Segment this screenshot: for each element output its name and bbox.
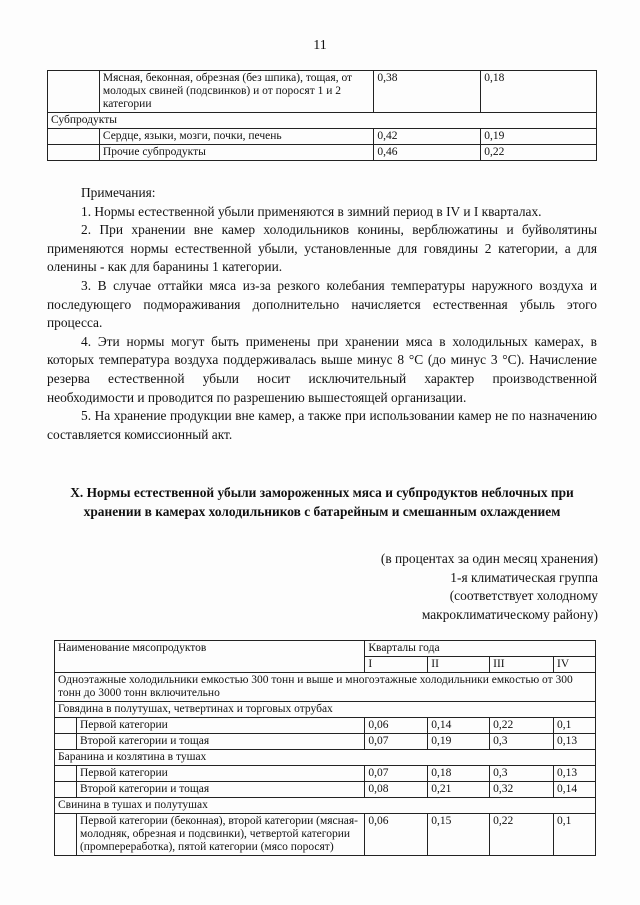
loss-value: 0,3 [490, 766, 554, 782]
product-name: Второй категории и тощая [76, 782, 364, 798]
table-cell [55, 734, 77, 750]
section-title: Говядина в полутушах, четвертинах и торговых отрубах [55, 702, 596, 718]
loss-value: 0,18 [428, 766, 490, 782]
table-cell [48, 145, 100, 161]
section-title: Субпродукты [48, 113, 597, 129]
note-item: 4. Эти нормы могут быть применены при хранении мяса в холодильных камерах, в которых температура воздуха поддерживалась выше минус 8 °С (до минус 3 °С). Начисление резерва естественной убыли носит исключительный характер производственной необходимости и проводится по разрешению вышестоящей организации. [47, 333, 597, 405]
product-name: Сердце, языки, мозги, почки, печень [99, 129, 374, 145]
quarter-header: III [490, 657, 554, 673]
table-row [55, 718, 596, 734]
product-name: Первой категории [76, 766, 364, 782]
header-name: Наименование мясопродуктов [55, 641, 365, 673]
unit-line: 1-я климатическая группа [450, 569, 598, 585]
quarter-header: II [428, 657, 490, 673]
loss-value: 0,06 [365, 814, 428, 856]
table-header-row [55, 641, 596, 657]
product-name: Первой категории [76, 718, 364, 734]
quarter-header: I [365, 657, 428, 673]
table-row [55, 734, 596, 750]
section-row [48, 113, 597, 129]
header-quarters: Кварталы года [365, 641, 596, 657]
section-row [55, 798, 596, 814]
unit-line: (соответствует холодному [449, 588, 598, 603]
table-row [55, 766, 596, 782]
note-item: 5. На хранение продукции вне камер, а также при использовании камер не по назначению составляется комиссионный акт. [47, 408, 597, 442]
loss-value: 0,1 [554, 814, 596, 856]
product-name: Прочие субпродукты [99, 145, 374, 161]
table-cell [55, 766, 77, 782]
loss-value: 0,13 [554, 766, 596, 782]
unit-note [381, 550, 598, 624]
loss-value: 0,1 [554, 718, 596, 734]
note-item: 3. В случае оттайки мяса из-за резкого колебания температуры наружного воздуха и последующего подмораживания дополнительно начисляется естественная убыль этого процесса. [47, 277, 597, 331]
notes-title: Примечания: [81, 185, 156, 200]
group-title: Одноэтажные холодильники емкостью 300 тонн и выше и многоэтажные холодильники емкостью от 300 тонн до 3000 тонн включительно [55, 673, 596, 702]
norms-table [54, 640, 596, 856]
unit-line: макроклиматическому району) [421, 606, 598, 622]
loss-value: 0,08 [365, 782, 428, 798]
loss-value: 0,14 [428, 718, 490, 734]
product-name: Первой категории (беконная), второй категории (мясная-молодняк, обрезная и подсвинки), четвертой категории (промпереработка), пятой категории (мясо поросят) [76, 814, 364, 856]
section-row [55, 750, 596, 766]
loss-value: 0,13 [554, 734, 596, 750]
section-title: Свинина в тушах и полутушах [55, 798, 596, 814]
loss-value: 0,38 [374, 71, 481, 113]
loss-value: 0,22 [490, 718, 554, 734]
loss-value: 0,22 [481, 145, 597, 161]
table-row [48, 145, 597, 161]
loss-value: 0,15 [428, 814, 490, 856]
note-item: 2. При хранении вне камер холодильников конины, верблюжатины и буйволятины применяются нормы естественной убыли, установленные для говядины 2 категории, а для оленины - как для баранины 1 категории. [47, 222, 597, 275]
table-cell [55, 782, 77, 798]
loss-value: 0,19 [428, 734, 490, 750]
quarter-header: IV [554, 657, 596, 673]
loss-value: 0,42 [374, 129, 481, 145]
note-item: 1. Нормы естественной убыли применяются в зимний период в IV и I кварталах. [81, 203, 542, 219]
product-name: Мясная, беконная, обрезная (без шпика), тощая, от молодых свиней (подсвинков) и от поросят 1 и 2 категории [99, 71, 374, 113]
loss-value: 0,32 [490, 782, 554, 798]
product-name: Второй категории и тощая [76, 734, 364, 750]
loss-value: 0,19 [481, 129, 597, 145]
section-title: Баранина и козлятина в тушах [55, 750, 596, 766]
loss-value: 0,22 [490, 814, 554, 856]
loss-value: 0,21 [428, 782, 490, 798]
table-row [55, 814, 596, 856]
table-cell [55, 814, 77, 856]
losses-table-continued [47, 70, 597, 161]
group-row [55, 673, 596, 702]
table-row [55, 782, 596, 798]
page-number: 11 [313, 38, 327, 53]
unit-line: (в процентах за один месяц хранения) [380, 551, 598, 566]
loss-value: 0,18 [481, 71, 597, 113]
loss-value: 0,46 [374, 145, 481, 161]
loss-value: 0,3 [490, 734, 554, 750]
section-heading: X. Нормы естественной убыли замороженных мяса и субпродуктов неблочных при хранении в камерах холодильников с батарейным и смешанным охлаждением [70, 485, 574, 519]
section-row [55, 702, 596, 718]
table-cell [48, 129, 100, 145]
loss-value: 0,07 [365, 734, 428, 750]
table-row [48, 71, 597, 113]
loss-value: 0,14 [554, 782, 596, 798]
table-cell [48, 71, 100, 113]
table-row [48, 129, 597, 145]
loss-value: 0,06 [365, 718, 428, 734]
notes [47, 184, 597, 444]
table-cell [55, 718, 77, 734]
loss-value: 0,07 [365, 766, 428, 782]
